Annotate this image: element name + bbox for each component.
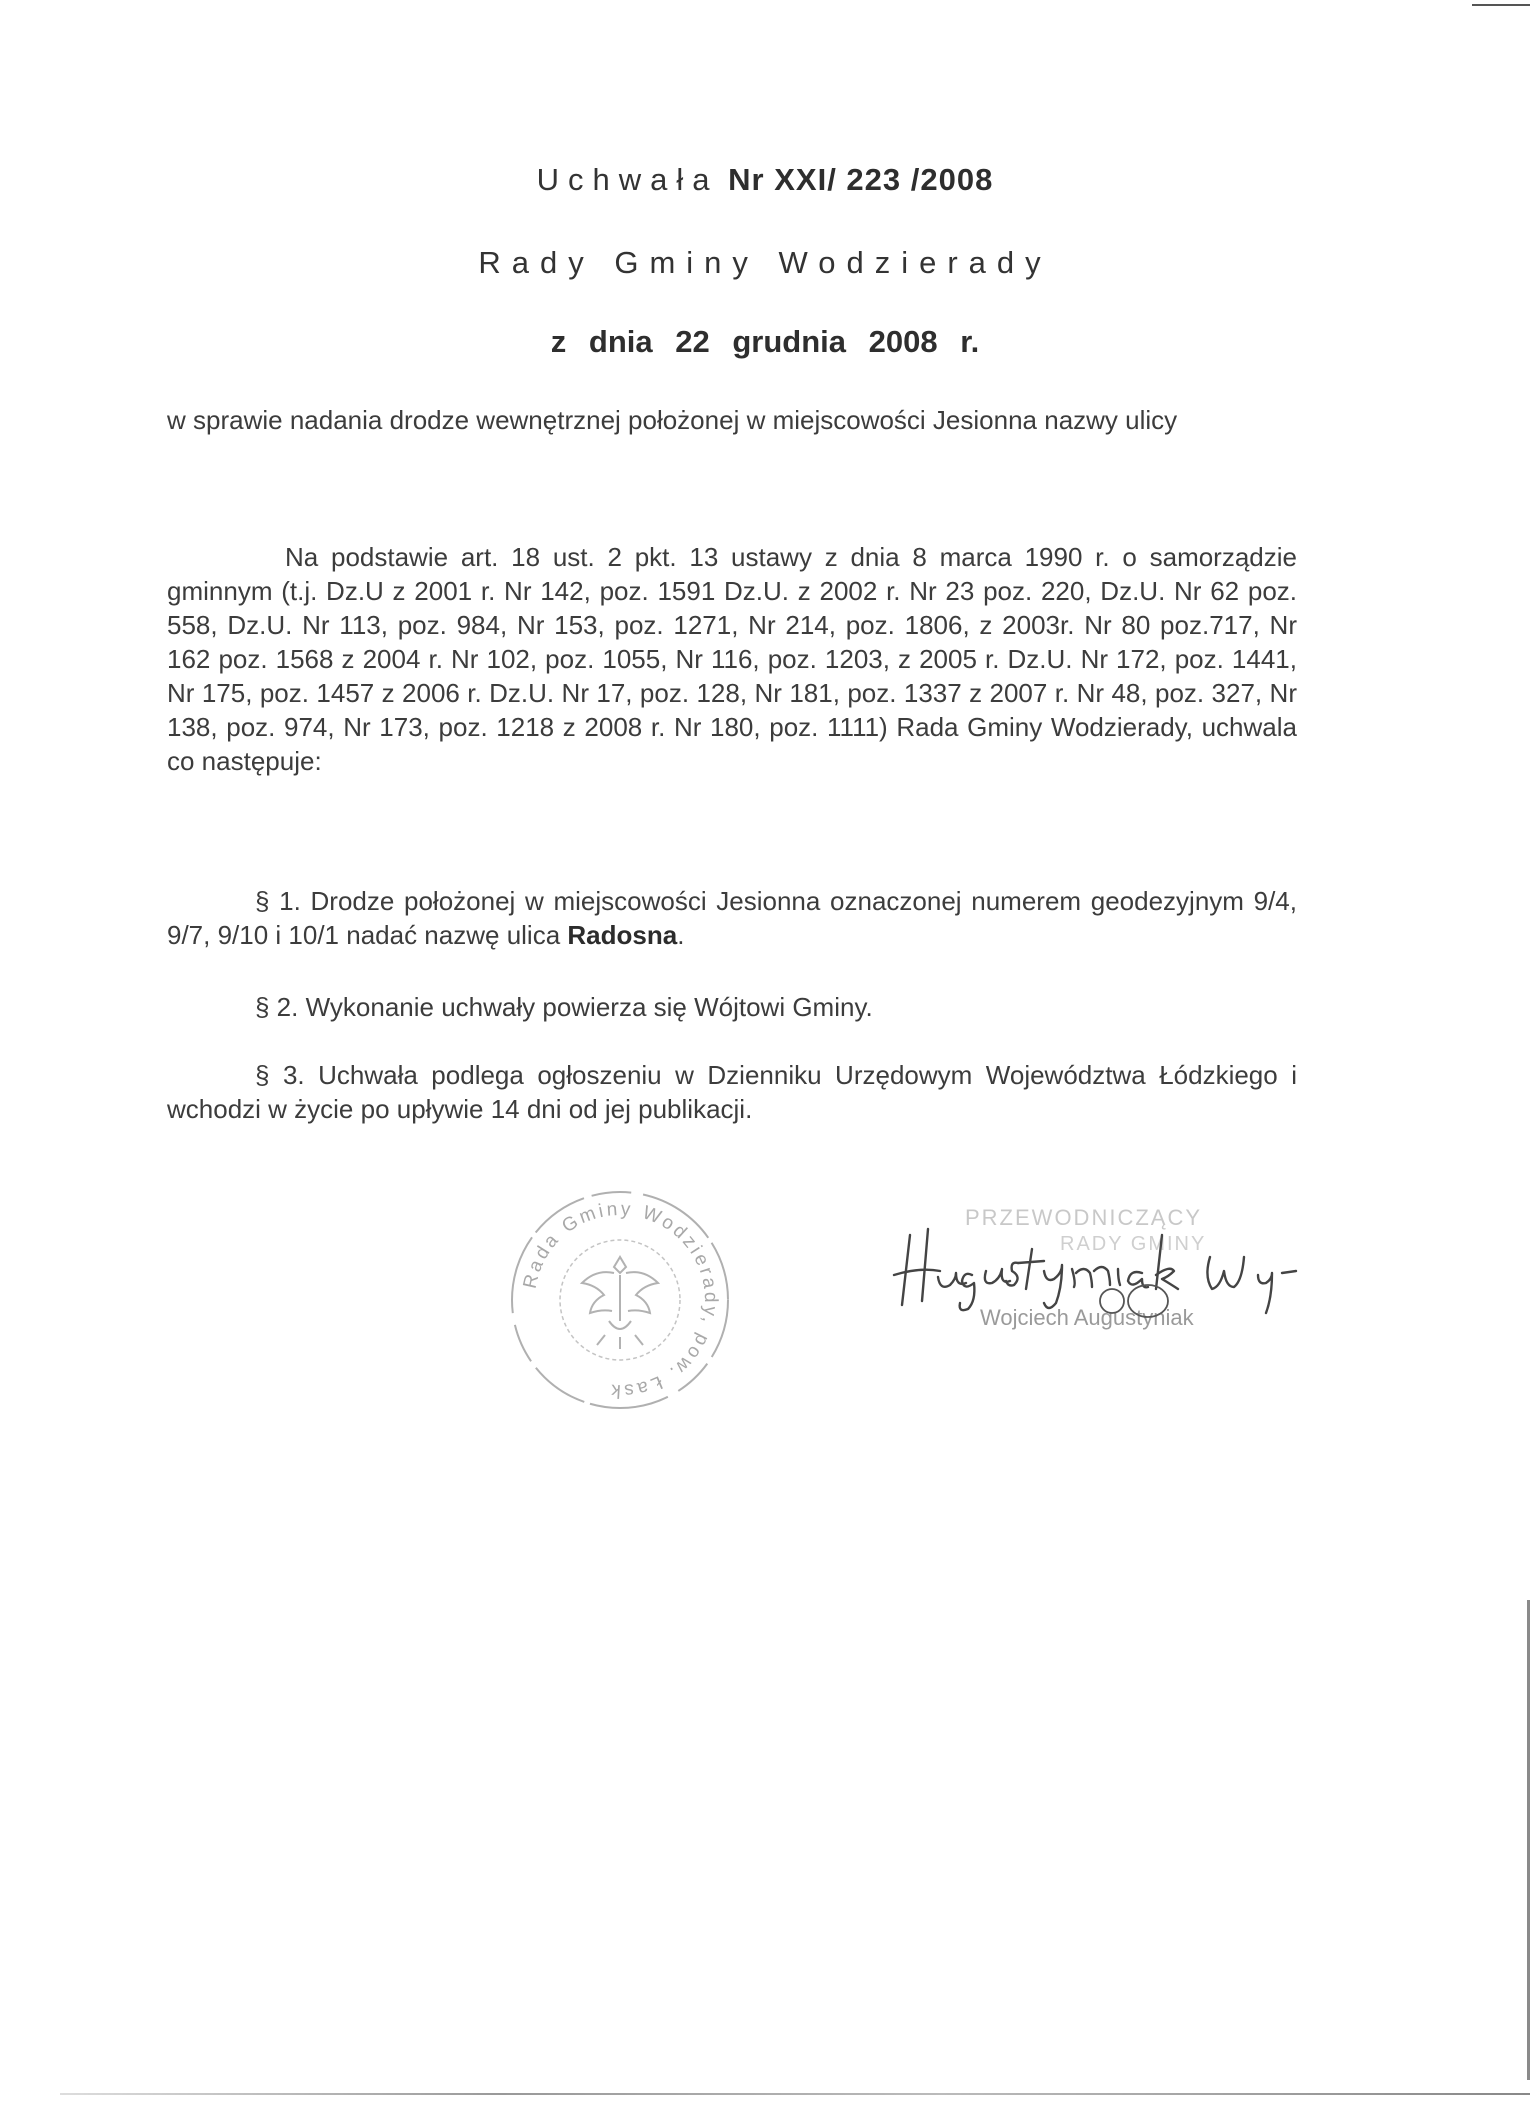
date-value: 22 grudnia 2008 r. xyxy=(675,324,980,359)
eagle-emblem-icon xyxy=(582,1257,658,1349)
scan-edge-line-top xyxy=(1472,4,1530,6)
stamp-graphic xyxy=(505,1185,735,1415)
paragraph-3: § 3. Uchwała podlega ogłoszeniu w Dzienniku Urzędowym Województwa Łódzkiego i wchodzi w życie po upływie 14 dni od jej publikacji. xyxy=(167,1060,1297,1124)
legal-basis: Na podstawie art. 18 ust. 2 pkt. 13 ustawy z dnia 8 marca 1990 r. o samorządzie gminnym (t.j. Dz.U z 2001 r. Nr 142, poz. 1591 Dz.U. z 2002 r. Nr 23 poz. 220, Dz.U. Nr 62 poz. 558, Dz.U. Nr 113, poz. 984, Nr 153, poz. 1271, Nr 214, poz. 1806, z 2003r. Nr 80 poz.717, Nr 162 poz. 1568 z 2004 r. Nr 102, poz. 1055, Nr 116, poz. 1203, z 2005 r. Dz.U. Nr 172, poz. 1441, Nr 175, poz. 1457 z 2006 r. Dz.U. Nr 17, poz. 128, Nr 181, poz. 1337 z 2007 r. Nr 48, poz. 327, Nr 138, poz. 974, Nr 173, poz. 1218 z 2008 r. Nr 180, poz. 1111) Rada Gminy Wodzierady, uchwala co następuje: xyxy=(167,542,1297,776)
paragraph-1-text: § 1. Drodze położonej w miejscowości Jesionna oznaczonej numerem geodezyjnym 9/4, 9/7, 9/10 i 10/1 nadać nazwę ulica xyxy=(167,886,1297,950)
resolution-date xyxy=(0,324,1530,360)
resolution-subject: w sprawie nadania drodze wewnętrznej położonej w miejscowości Jesionna nazwy ulicy xyxy=(167,405,1178,435)
resolution-number: Nr XXI/ 223 /2008 xyxy=(728,162,994,197)
resolution-word: Uchwała xyxy=(536,162,719,197)
paragraph-2: § 2. Wykonanie uchwały powierza się Wójtowi Gminy. xyxy=(255,992,873,1022)
street-name: Radosna xyxy=(567,920,678,950)
paragraph-1-end: . xyxy=(677,920,685,950)
scan-edge-line-bottom xyxy=(60,2093,1530,2095)
resolution-title xyxy=(0,162,1530,198)
chairman-name: Wojciech Augustyniak xyxy=(980,1305,1194,1330)
chairman-title: PRZEWODNICZĄCY xyxy=(965,1205,1202,1230)
handwritten-signature xyxy=(880,1205,1400,1345)
date-prefix: z dnia xyxy=(550,324,653,359)
paragraph-1 xyxy=(167,884,1297,952)
official-round-stamp xyxy=(505,1185,735,1415)
svg-text:Rada Gminy Wodzierady, pow. Ła: Rada Gminy Wodzierady, pow. Łask xyxy=(519,1198,722,1402)
chairman-signature-block xyxy=(880,1205,1400,1345)
council-name: Rady Gminy Wodzierady xyxy=(478,245,1052,280)
chairman-council: RADY GMINY xyxy=(1060,1233,1207,1255)
